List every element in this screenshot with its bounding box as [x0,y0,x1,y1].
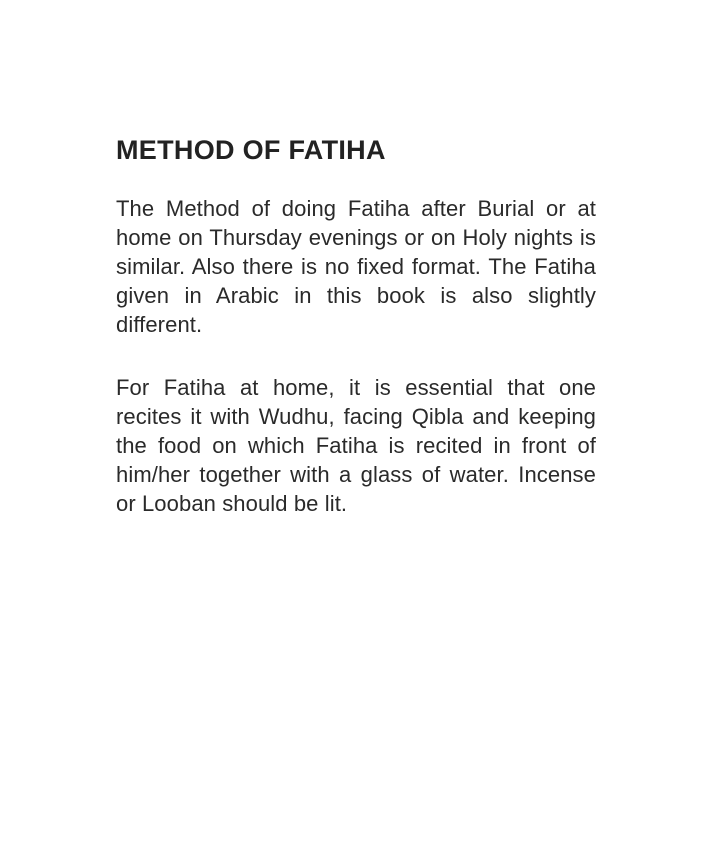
paragraph-1 [116,194,596,339]
paragraph-line: similar. Also there is no fixed format. The Fatiha [116,254,596,279]
paragraph-line: him/her together with a glass of water. Incense [116,462,596,487]
paragraph-line: home on Thursday evenings or on Holy nights is [116,225,596,250]
paragraph-line: For Fatiha at home, it is essential that one [116,375,596,400]
paragraph-2 [116,373,596,518]
paragraph-line: or Looban should be lit. [116,491,348,516]
paragraph-line: given in Arabic in this book is also slightly [116,283,596,308]
paragraph-line: recites it with Wudhu, facing Qibla and keeping [116,404,596,429]
page-title: METHOD OF FATIHA [116,135,386,165]
paragraph-line: The Method of doing Fatiha after Burial or at [116,196,596,221]
page-content [116,133,596,518]
paragraph-line: different. [116,312,203,337]
paragraph-line: the food on which Fatiha is recited in front of [116,433,596,458]
